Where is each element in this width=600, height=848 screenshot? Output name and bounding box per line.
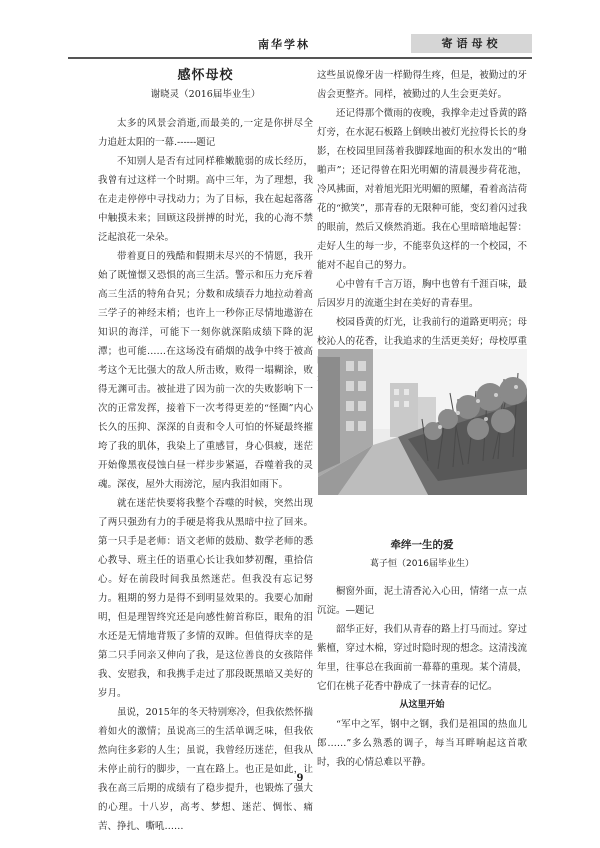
article-paragraph: 橱窗外面，泥土清香沁入心田，情绪一点一点沉淀。—题记	[317, 586, 527, 616]
campus-photo	[318, 349, 527, 495]
page-header	[68, 34, 532, 54]
article-paragraph: 带着夏日的残酷和假期未尽兴的不情愿，我开始了既憧憬又恐惧的高三生活。警示和压力充斥着高三生活的特角旮旯；分数和成绩吞力地拉动着高三学子的神经末梢；也许上一秒你正尽情地遨游在知识的海洋，可能下一刻你就深陷成绩下降的泥潭；也可能……在这场没有硝烟的战争中终于被高考这个无比强大的敌人所击败，败得一塌糊涂，败得无渊可击。被扯进了因为前一次的失败影响下一次的正常发挥，接着下一次考得更差的“怪圈”内心长久的压抑、深深的自责和令人可怕的怀疑最终摧垮了我的肌体，我染上了重感冒，身心俱疲，迷茫开始像黑夜侵蚀白昼一样步步紧逼，吞噬着我的灵魂。深夜，屋外大雨滂沱，屋内我泪如雨下。	[98, 251, 313, 490]
article-paragraph: 还记得那个微雨的夜晚，我撑伞走过昏黄的路灯旁，在水泥石板路上倒映出被灯光拉得长长的身影，在校园里回荡着我脚踩地面的积水发出的“啪啪声”；还记得曾在阳光明媚的清晨漫步荷花池，冷风拂面，对着旭光阳光明媚的照耀，看着高洁荷花的“掀笑”，那青春的无限种可能，变幻着闪过我的眼前，然后又倏然消逝。我在心里暗暗地起誓：走好人生的每一步，不能辜负这样的一个校园，不能对不起自己的努力。	[317, 108, 527, 271]
article-right-column	[317, 66, 527, 389]
article-paragraph: 虽说，2015年的冬天特别寒冷，但我依然怀揣着如火的激情；虽说高三的生活单调乏味，但我依然向往多彩的人生；虽说，我曾经历迷茫，但我从未停止前行的脚步，一直在路上。也正是如此，让我在高三后期的成绩有了稳步提升，也锻炼了强大的心理。十八岁，高考、梦想、迷茫、惆怅、痛苦、挣扎、嘶吼……	[98, 707, 313, 832]
journal-name: 南华学林	[258, 38, 310, 51]
second-article	[317, 536, 527, 772]
section-subheading: 从这里开始	[399, 700, 445, 710]
section-tag: 寄语母校	[411, 34, 532, 53]
article-paragraph: 就在迷茫快要将我整个吞噬的时候，突然出现了两只强劲有力的手硬是将我从黑暗中拉了回来。第一只手是老师：语文老师的鼓励、数学老师的悉心教导、班主任的语重心长让我如梦初醒，重拾信心。好在前段时间我虽然迷茫。但我没有忘记努力。粗期的努力是得不到明显效果的。我要心加耐明，但是理智终究还是向感性俯首称臣，眼角的泪水还是无情地背叛了多情的双眸。但值得庆幸的是第二只手同亲又伸向了我，是这位善良的女孩陪伴我、安慰我，和我携手走过了那段既黑暗又美好的岁月。	[98, 498, 313, 699]
article-left-column	[98, 66, 313, 836]
page-number: 9	[296, 773, 304, 784]
article-title: 感怀母校	[177, 68, 234, 83]
second-article-title: 牵绊一生的爱	[390, 539, 454, 551]
article-paragraph: 韶华正好，我们从青春的路上打马而过。穿过紫檀，穿过木棉，穿过时隐时现的想念。这清浅流年里，往事总在我面前一幕幕的重现。某个清晨，它们在桃子花香中静成了一抹青春的记忆。	[317, 624, 527, 692]
article-paragraph: 太多的风景会消逝,而最美的,一定是你拼尽全力追赶太阳的一幕.------题记	[98, 118, 313, 148]
article-paragraph: 校园昏黄的灯光，让我前行的道路更明亮；母校沁人的花香，让我追求的生活更美好；母校厚重	[317, 317, 527, 347]
article-paragraph: 这些虽说像牙齿一样勤得生疼，但是，被勤过的牙齿会更整齐。同样，被勤过的人生会更美好。	[317, 70, 527, 100]
second-article-author: 葛子恒（2016届毕业生）	[370, 559, 474, 569]
header-divider	[68, 57, 532, 59]
article-author: 谢晓灵（2016届毕业生）	[150, 89, 261, 100]
article-paragraph: “军中之军，钢中之钢，我们是祖国的热血儿郎……”多么熟悉的调子，每当耳畔响起这首歌时，我的心情总难以平静。	[317, 719, 527, 768]
article-paragraph: 心中曾有千言万语，胸中也曾有千涯百味，最后因岁月的流逝尘封在美好的青春里。	[317, 279, 527, 309]
campus-photo-illustration	[318, 349, 527, 495]
article-paragraph: 不知别人是否有过同样稚嫩脆弱的成长经历，我曾有过这样一个时期。高中三年，为了理想，我在走走停停中寻找动力；为了目标，我在起起落落中触摸未来；回顾这段拼搏的时光，我的心海不禁泛起浪花一朵朵。	[98, 156, 313, 243]
